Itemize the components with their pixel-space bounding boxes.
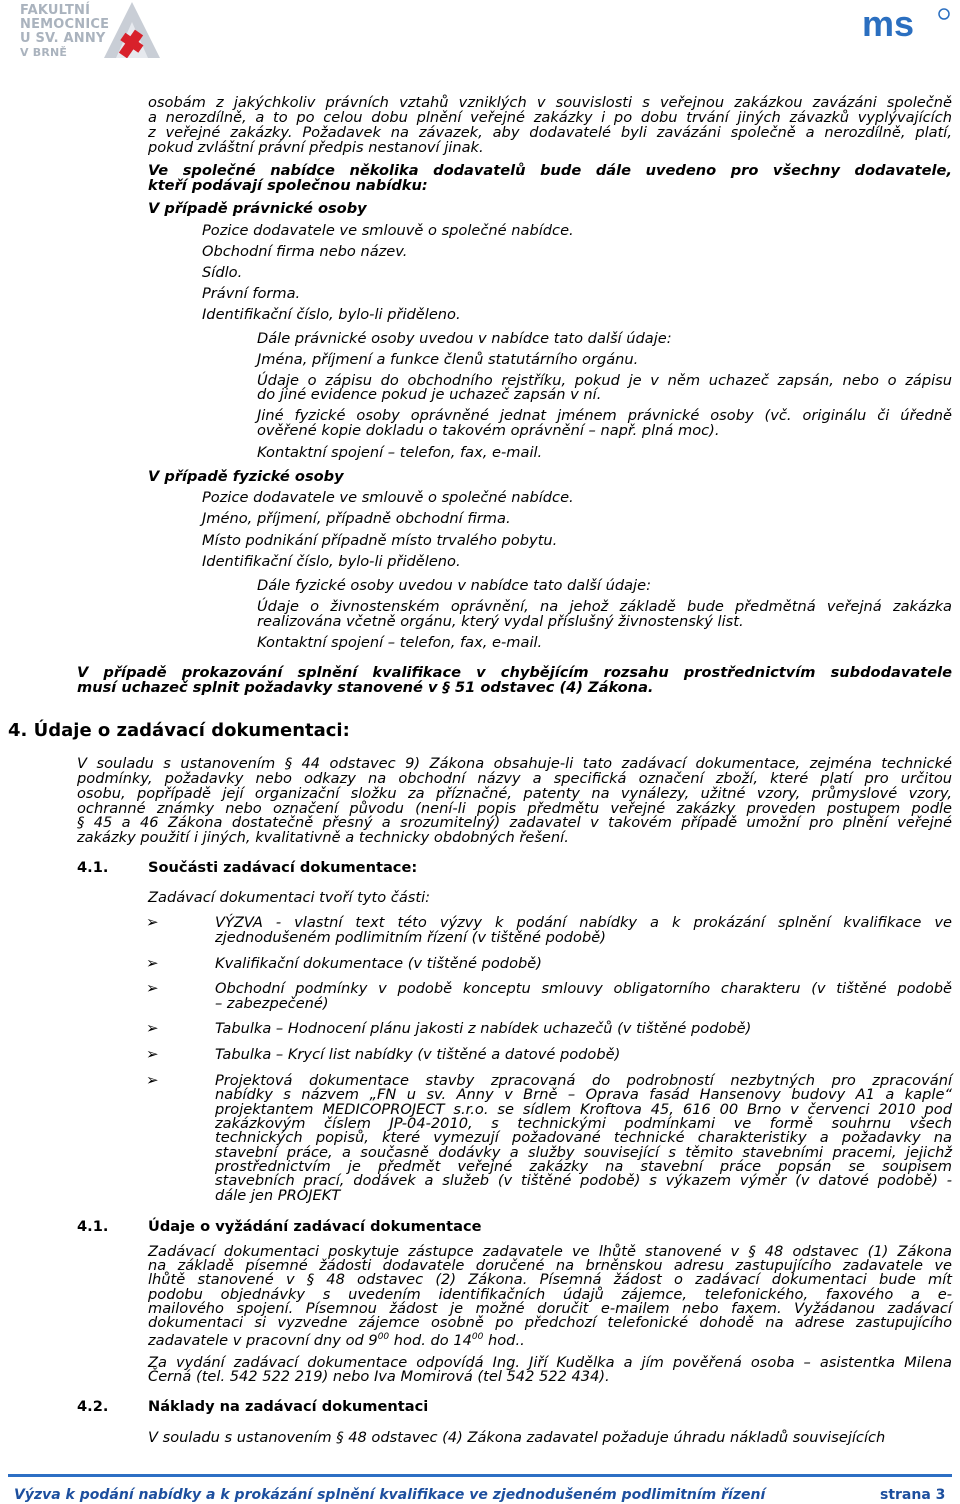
section-4-1b-text: na základě písemné žádosti dodavatele doručené na brněnskou adresu zastupujícího zadavatele ve — [148, 1257, 952, 1274]
logo-line: U SV. ANNY — [20, 31, 106, 46]
subcontractor-note: V případě prokazování splnění kvalifikace v chybějícím rozsahu prostřednictvím subdodavatele — [77, 664, 952, 681]
section-4-text: ochranné známky nebo označení původu (není-li popis předmětu veřejné zakázky proveden postupem podle — [77, 800, 952, 817]
bullet-line: – zabezpečené) — [215, 995, 329, 1012]
paragraph-line: a nerozdílně, a to po celou dobu plnění veřejné zakázky i po dobu trvání jiných závazků vyplývajících — [148, 109, 952, 126]
natural-item: Pozice dodavatele ve smlouvě o společné nabídce. — [202, 489, 574, 506]
ms-logo-icon — [860, 4, 956, 44]
bullet-line: nabídky s názvem „FN u sv. Anny v Brně – Oprava fasád Hansenovy budovy A1 a kaple“ — [215, 1086, 952, 1103]
bullet-line: prostřednictvím je předmět veřejné zakázky na stavební práce popsán se soupisem — [215, 1158, 952, 1175]
paragraph-line: osobám z jakýchkoliv právních vztahů vzniklých v souvislosti s veřejnou zakázkou zavázáni společně — [148, 94, 952, 111]
logo-mark-icon — [96, 0, 168, 58]
ms-logo-text: ms — [862, 4, 915, 44]
bullet-line: Obchodní podmínky v podobě konceptu smlouvy obligatorního charakteru (v tištěné podobě — [215, 980, 952, 997]
natural-person-heading: V případě fyzické osoby — [148, 468, 344, 485]
section-4-1b-text: dokumentaci si vyzvedne zájemce osobně po předchozí telefonické dohodě na adrese zastupujícího — [148, 1314, 952, 1331]
natural-item: Jméno, příjmení, případně obchodní firma. — [202, 510, 511, 527]
natural-item: Místo podnikání případně místo trvalého pobytu. — [202, 532, 558, 549]
hours-superscript: 00 — [377, 1332, 390, 1342]
subcontractor-note: musí uchazeč splnit požadavky stanovené v § 51 odstavec (4) Zákona. — [77, 679, 654, 696]
section-4-1-number: 4.1. — [77, 859, 109, 876]
section-4-text: § 45 a 46 Zákona dostatečně přesný a srozumitelný) zadavatel v takovém případě umožní pro plnění veřejné — [77, 814, 952, 831]
legal-sub-intro: Dále právnické osoby uvedou v nabídce tato další údaje: — [257, 330, 672, 347]
natural-sub-trade: Údaje o živnostenském oprávnění, na jehož základě bude předmětná veřejná zakázka — [257, 598, 952, 615]
ms-logo — [860, 4, 956, 44]
section-4-1b-text: lhůtě stanovené v § 48 odstavec (2) Zákona. Písemná žádost o zadávací dokumentaci bude mít — [148, 1271, 952, 1288]
natural-sub-intro: Dále fyzické osoby uvedou v nabídce tato další údaje: — [257, 577, 651, 594]
legal-item: Sídlo. — [202, 264, 243, 281]
section-4-2-number: 4.2. — [77, 1398, 109, 1415]
bullet-line: stavebních prací, dodávek a služeb (v tištěné podobě) s výkazem výměr (v datové podobě) - — [215, 1172, 952, 1189]
footer-title: Výzva k podání nabídky a k prokázání splnění kvalifikace ve zjednodušeném podlimitním řízení — [14, 1487, 766, 1503]
section-4-2-title: Náklady na zadávací dokumentaci — [148, 1398, 429, 1415]
arrow-bullet-icon: ➢ — [146, 1045, 159, 1063]
section-4-1-title: Součásti zadávací dokumentace: — [148, 859, 418, 876]
joint-bid-heading: kteří podávají společnou nabídku: — [148, 177, 428, 194]
section-4-1b-hours — [148, 1331, 525, 1347]
bullet-line: Kvalifikační dokumentace (v tištěné podobě) — [215, 955, 542, 972]
bullet-line: stavební práce, a současně dodávky a služby související s těmito stavebními pracemi, jejichž — [215, 1144, 952, 1161]
legal-sub-names: Jména, příjmení a funkce členů statutárního orgánu. — [257, 351, 639, 368]
legal-item: Obchodní firma nebo název. — [202, 243, 408, 260]
bullet-line: VÝZVA - vlastní text této výzvy k podání nabídky a k prokázání splnění kvalifikace ve — [215, 914, 952, 931]
natural-sub-trade: realizována včetně orgánu, který vydal příslušný živnostenský list. — [257, 613, 744, 630]
joint-bid-heading: Ve společné nabídce několika dodavatelů bude dále uvedeno pro všechny dodavatele, — [148, 162, 952, 179]
bullet-line: Tabulka – Krycí list nabídky (v tištěné a datové podobě) — [215, 1046, 621, 1063]
section-4-1b-number: 4.1. — [77, 1218, 109, 1235]
arrow-bullet-icon: ➢ — [146, 979, 159, 997]
logo-line: NEMOCNICE — [20, 17, 110, 32]
legal-sub-register: Údaje o zápisu do obchodního rejstříku, pokud je v něm uchazeč zapsán, nebo o zápisu — [257, 372, 952, 389]
section-4-2-text: V souladu s ustanovením § 48 odstavec (4) Zákona zadavatel požaduje úhradu nákladů souvisejících — [148, 1429, 886, 1446]
legal-sub-register: do jiné evidence pokud je uchazeč zapsán v ní. — [257, 386, 602, 403]
arrow-bullet-icon: ➢ — [146, 1071, 159, 1089]
section-4-1b-issue: Černá (tel. 542 522 219) nebo Iva Momirová (tel 542 522 434). — [148, 1368, 610, 1385]
page-number: strana 3 — [880, 1487, 946, 1503]
arrow-bullet-icon: ➢ — [146, 954, 159, 972]
legal-item: Právní forma. — [202, 285, 301, 302]
section-4-1b-text: Zadávací dokumentaci poskytuje zástupce zadavatele ve lhůtě stanovené v § 48 odstavec (1) Zákona — [148, 1243, 952, 1260]
hours-superscript: 00 — [471, 1332, 484, 1342]
section-4-text: zakázky použití i jiných, kvalitativně a technicky obdobných řešení. — [77, 829, 569, 846]
section-4-1b-title: Údaje o vyžádání zadávací dokumentace — [148, 1218, 482, 1235]
natural-item: Identifikační číslo, bylo-li přiděleno. — [202, 553, 461, 570]
bullet-line: technických popisů, které vymezují požadované technické charakteristiky a požadavky na — [215, 1129, 952, 1146]
bullet-line: projektantem MEDICOPROJECT s.r.o. se sídlem Kroftova 45, 616 00 Brno v červenci 2010 pod — [215, 1101, 952, 1118]
bullet-line: zakázkovým číslem JP-04-2010, s technickými podmínkami ve formě souhrnu všech — [215, 1115, 952, 1132]
section-4-text: V souladu s ustanovením § 44 odstavec 9) Zákona obsahuje-li tato zadávací dokumentace, zejména technické — [77, 755, 952, 772]
legal-item: Identifikační číslo, bylo-li přiděleno. — [202, 306, 461, 323]
legal-sub-contact: Kontaktní spojení – telefon, fax, e-mail. — [257, 444, 543, 461]
natural-sub-contact: Kontaktní spojení – telefon, fax, e-mail. — [257, 634, 543, 651]
logo-line: FAKULTNÍ — [20, 3, 91, 18]
bullet-line: Projektová dokumentace stavby zpracovaná do podrobností nezbytných pro zpracování — [215, 1072, 952, 1089]
legal-sub-authorized: ověřené kopie dokladu o takovém oprávnění – např. plná moc). — [257, 422, 720, 439]
logo-line: V BRNĚ — [20, 46, 68, 59]
bullet-line: dále jen PROJEKT — [215, 1187, 341, 1204]
section-4-1b-text: podobu objednávky s uvedením identifikačních údajů zájemce, telefonického, faxového a e- — [148, 1286, 952, 1303]
footer-divider — [8, 1474, 952, 1477]
arrow-bullet-icon: ➢ — [146, 913, 159, 931]
section-4-1b-text: mailového spojení. Písemnou žádost je možné doručit e-mailem nebo faxem. Vyžádanou zadávací — [148, 1300, 952, 1317]
legal-sub-authorized: Jiné fyzické osoby oprávněné jednat jménem právnické osoby (vč. originálu či úředně — [257, 407, 952, 424]
section-4-1b-issue: Za vydání zadávací dokumentace odpovídá Ing. Jiří Kudělka a jím pověřená osoba – asistentka Milena — [148, 1354, 952, 1371]
legal-person-heading: V případě právnické osoby — [148, 200, 367, 217]
hours-text: zadavatele v pracovní dny od 9 — [148, 1331, 378, 1349]
hospital-logo — [0, 0, 170, 58]
hours-text: hod.. — [483, 1331, 525, 1349]
section-4-text: podmínky, požadavky nebo odkazy na obchodní názvy a specifická označení zboží, které platí pro určitou — [77, 770, 952, 787]
paragraph-line: pokud zvláštní právní předpis nestanoví jinak. — [148, 139, 484, 156]
arrow-bullet-icon: ➢ — [146, 1019, 159, 1037]
section-4-text: osobu, popřípadě její organizační složku za příznačné, patenty na vynálezy, užitné vzory, průmyslové vzory, — [77, 785, 952, 802]
section-4-title: 4. Údaje o zadávací dokumentaci: — [8, 720, 350, 741]
section-4-1-intro: Zadávací dokumentaci tvoří tyto části: — [148, 889, 431, 906]
bullet-line: Tabulka – Hodnocení plánu jakosti z nabídek uchazečů (v tištěné podobě) — [215, 1020, 752, 1037]
legal-item: Pozice dodavatele ve smlouvě o společné nabídce. — [202, 222, 574, 239]
hours-text: hod. do 14 — [389, 1331, 472, 1349]
bullet-line: zjednodušeném podlimitním řízení (v tištěné podobě) — [215, 929, 606, 946]
paragraph-line: z veřejné zakázky. Požadavek na závazek, aby dodavatelé byli zavázáni společně a nerozdílně, platí, — [148, 124, 952, 141]
